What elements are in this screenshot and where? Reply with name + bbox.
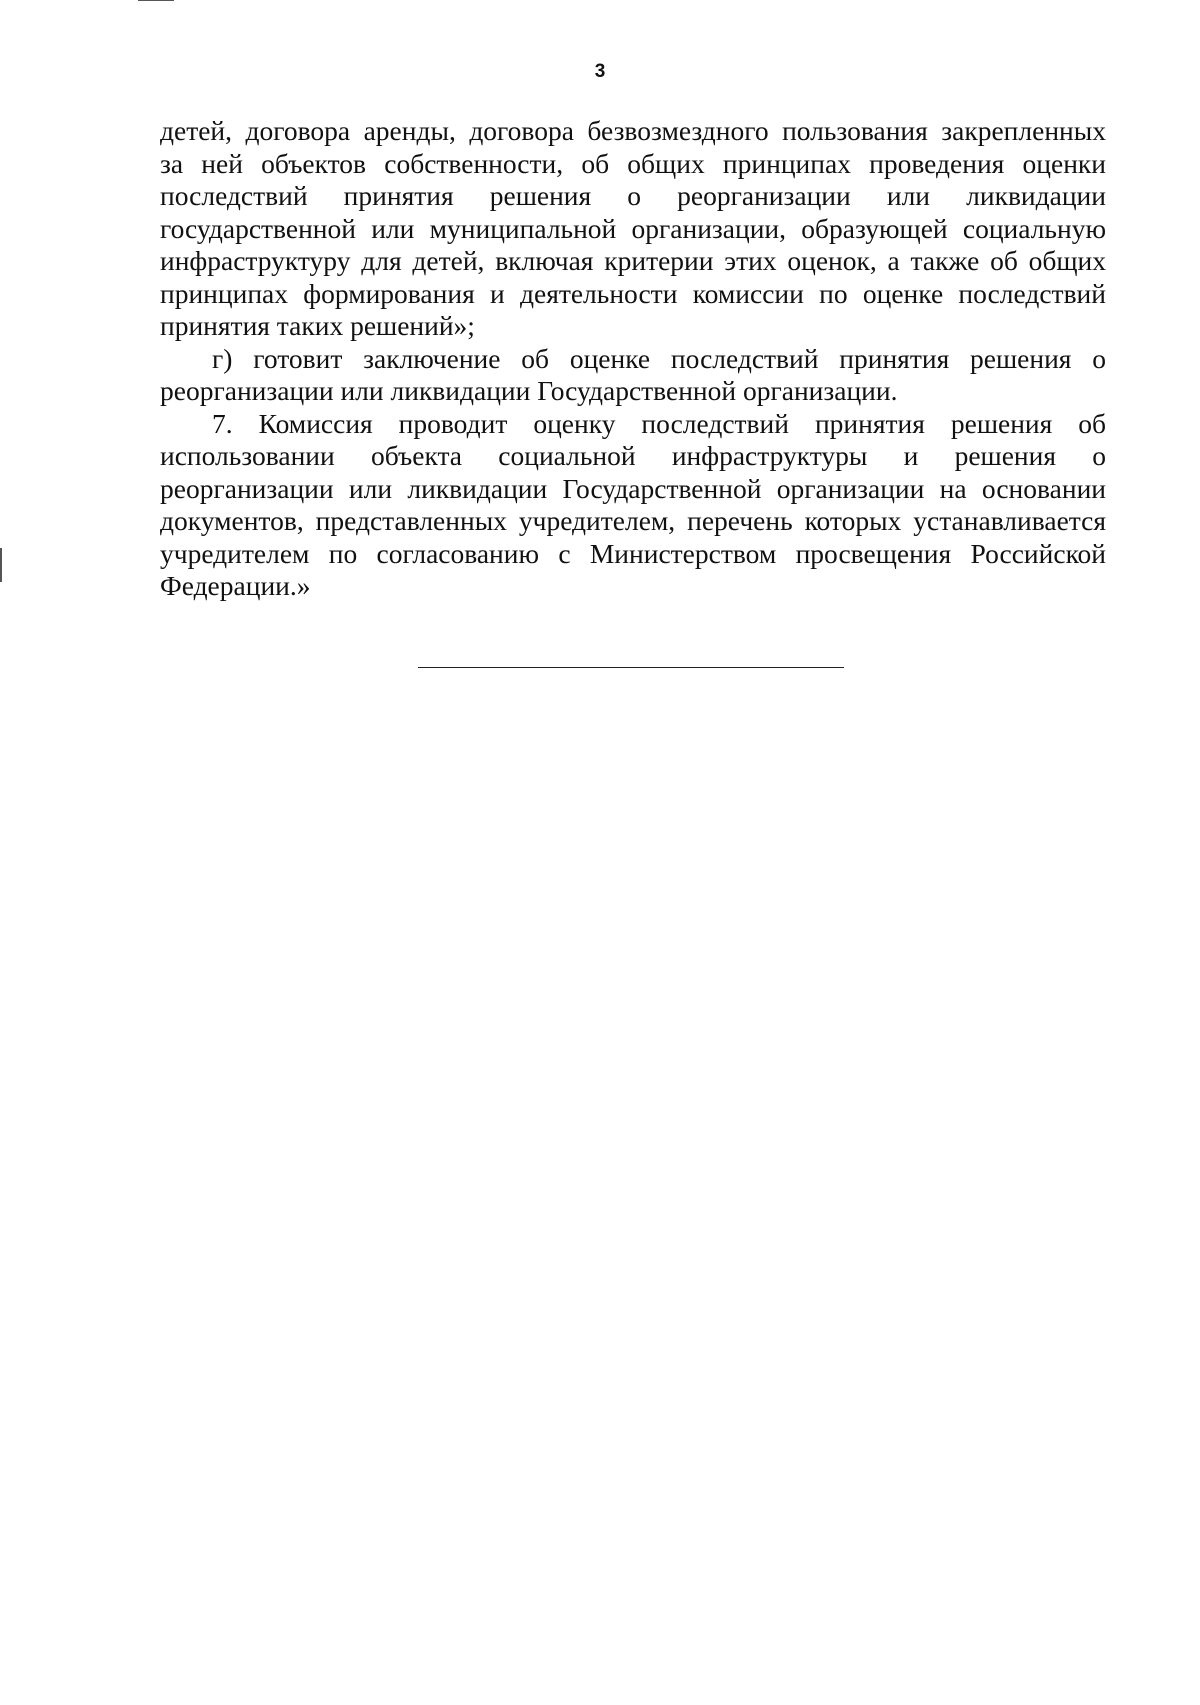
text-line: инфраструктуру для детей, включая критерии этих оценок, а также об общих: [160, 245, 1106, 276]
text-line: последствий принятия решения о реорганизации или ликвидации: [160, 180, 1106, 211]
scan-edge-mark-top: [138, 0, 174, 1]
text-line: г) готовит заключение об оценке последствий принятия решения о: [212, 342, 1106, 374]
text-line: 7. Комиссия проводит оценку последствий принятия решения об: [212, 407, 1106, 439]
text-line: учредителем по согласованию с Министерством просвещения Российской: [160, 537, 1106, 569]
text-line: реорганизации или ликвидации Государственной организации на основании: [160, 472, 1106, 504]
text-line: принципах формирования и деятельности комиссии по оценке последствий: [160, 277, 1106, 309]
text-line: использовании объекта социальной инфраструктуры и решения о: [160, 440, 1106, 471]
scan-edge-mark-left: [0, 548, 2, 582]
text-line: принятия таких решений»;: [160, 310, 475, 341]
text-line: за ней объектов собственности, об общих принципах проведения оценки: [160, 147, 1106, 179]
body-text: [160, 115, 1106, 603]
text-line: документов, представленных учредителем, перечень которых устанавливается: [160, 505, 1106, 536]
text-line: реорганизации или ликвидации Государственной организации.: [160, 375, 898, 406]
text-line: Федерации.»: [160, 570, 311, 601]
text-line: детей, договора аренды, договора безвозмездного пользования закрепленных: [160, 115, 1106, 146]
text-line: государственной или муниципальной организации, образующей социальную: [160, 212, 1106, 244]
end-separator-line: [418, 667, 844, 668]
page-number: 3: [594, 61, 606, 82]
